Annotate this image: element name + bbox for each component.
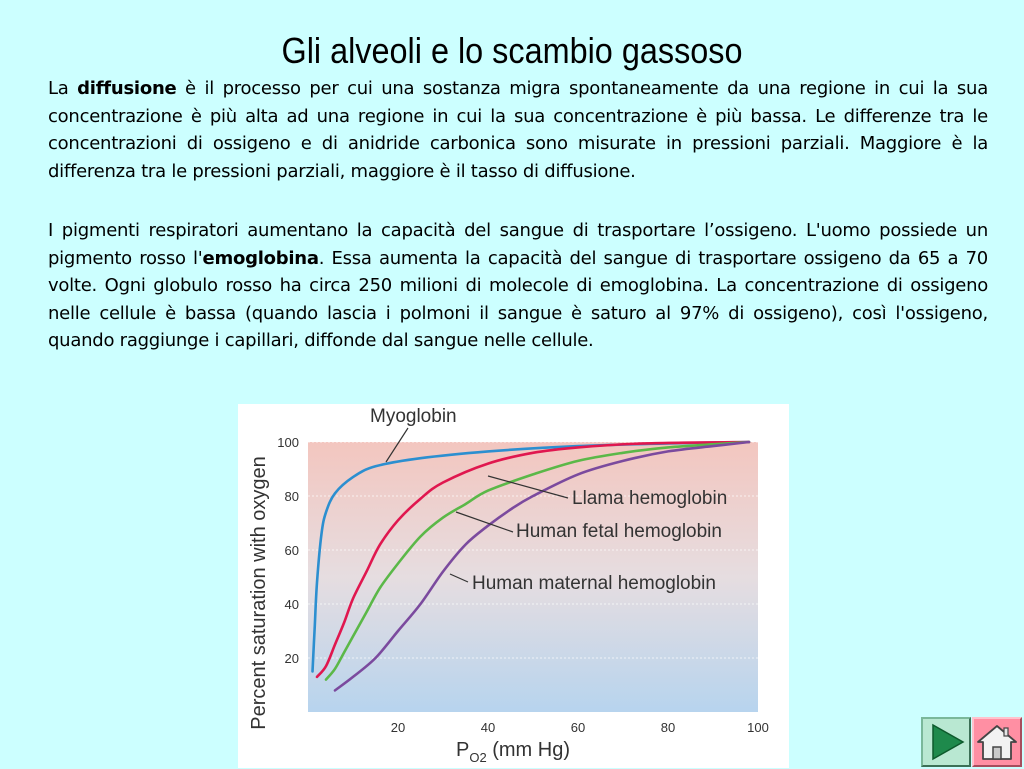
- p2-lead: I pigmenti respiratori aumentano la capacità del sangue di trasportare l’ossigeno. L'uomo possiede un pigmento rosso l': [48, 220, 988, 269]
- play-triangle-icon: [923, 719, 969, 765]
- y-tick-label: 40: [284, 597, 299, 612]
- p2-rest: . Essa aumenta la capacità del sangue di trasportare ossigeno da 65 a 70 volte. Ogni globulo rosso ha circa 250 milioni di molecole di emoglobina. La concentrazione di ossigeno nelle cellule è bassa (quando lascia i polmoni il sangue è saturo al 97% di ossigeno), così l'ossigeno, quando raggiunge i capillari, diffonde dal sangue nelle cellule.: [48, 247, 989, 351]
- x-tick-label: 100: [747, 720, 769, 735]
- series-label-human-fetal-hemoglobin: Human fetal hemoglobin: [516, 521, 722, 542]
- oxygen-saturation-chart: [238, 404, 789, 768]
- x-axis-ticks: [391, 720, 769, 735]
- paragraph-pigments: [48, 217, 988, 355]
- y-tick-label: 100: [277, 435, 299, 450]
- x-tick-label: 80: [660, 720, 676, 735]
- y-axis-ticks: [277, 435, 299, 666]
- next-slide-button[interactable]: [921, 717, 971, 767]
- p1-lead: La: [48, 78, 78, 99]
- p1-rest: è il processo per cui una sostanza migra spontaneamente da una regione in cui la sua concentrazione è più alta ad una regione in cui la sua concentrazione è più bassa. Le differenze tra le concentrazioni di ossigeno e di anidride carbonica sono misurate in pressioni parziali. Maggiore è la differenza tra le pressioni parziali, maggiore è il tasso di diffusione.: [48, 78, 988, 182]
- y-tick-label: 80: [284, 489, 299, 504]
- p1-term: diffusione: [77, 78, 177, 99]
- series-label-human-maternal-hemoglobin: Human maternal hemoglobin: [472, 573, 716, 594]
- paragraph-diffusion: [48, 75, 988, 185]
- p2-term: emoglobina: [202, 247, 319, 269]
- x-axis-label-main: P: [455, 739, 470, 761]
- chart-svg: [238, 404, 789, 768]
- x-tick-label: 40: [480, 720, 496, 735]
- home-icon: [974, 719, 1020, 765]
- y-tick-label: 20: [284, 651, 299, 666]
- y-axis-label: Percent saturation with oxygen: [248, 456, 270, 730]
- y-tick-label: 60: [284, 543, 299, 558]
- home-button[interactable]: [972, 717, 1022, 767]
- x-tick-label: 20: [390, 720, 406, 735]
- series-label-llama-hemoglobin: Llama hemoglobin: [572, 488, 728, 509]
- x-axis-label: [456, 739, 570, 765]
- slide-title: Gli alveoli e lo scambio gassoso: [281, 30, 743, 71]
- x-tick-label: 60: [570, 720, 586, 735]
- x-axis-label-sub: O2: [469, 750, 487, 765]
- series-label-myoglobin: Myoglobin: [370, 406, 457, 427]
- x-axis-label-unit: (mm Hg): [486, 739, 571, 761]
